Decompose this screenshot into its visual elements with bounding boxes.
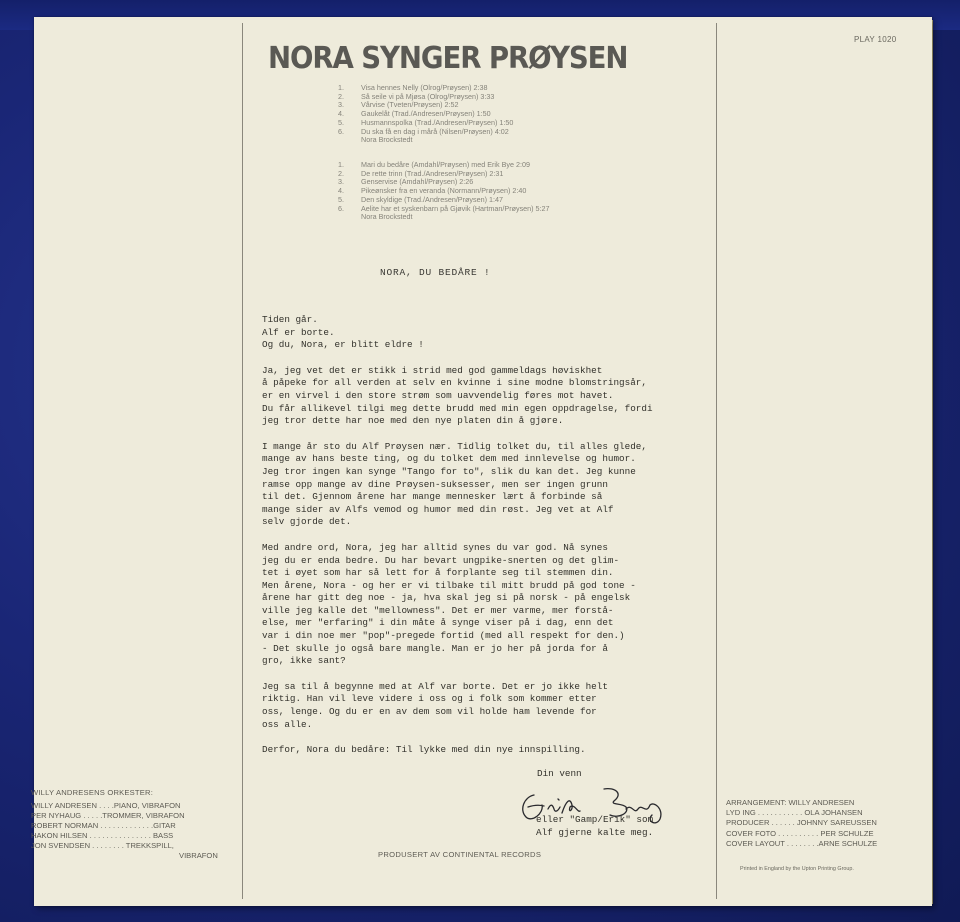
credit-row: PRODUCER . . . . . . JOHNNY SAREUSSEN [726, 818, 877, 828]
catalog-number: PLAY 1020 [854, 35, 897, 44]
orchestra-member: ROBERT NORMAN . . . . . . . . . . . . .GITAR [31, 821, 176, 830]
letter-body [262, 314, 718, 770]
track-title: Husmannspolka (Trad./Andresen/Prøysen) 1:50 [361, 117, 514, 127]
track-number: 1. [338, 160, 344, 169]
column-divider-left [242, 23, 243, 899]
letter-paragraph: Derfor, Nora du bedåre: Til lykke med din nye innspilling. [262, 744, 586, 756]
production-credits [726, 798, 926, 849]
track-number: 5. [338, 194, 344, 204]
track-title: Den skyldige (Trad./Andresen/Prøysen) 1:47 [361, 194, 503, 204]
orchestra-credits [31, 788, 221, 861]
track-title: Gaukelåt (Trad./Andresen/Prøysen) 1:50 [361, 109, 491, 119]
track-number: 6. [338, 126, 344, 136]
letter-signoff: Din venn [537, 768, 582, 779]
track-number: 3. [338, 100, 344, 110]
album-title: NORA SYNGER PRØYSEN [268, 41, 628, 76]
track-title: Vårvise (Tveten/Prøysen) 2:52 [361, 100, 459, 110]
credit-row: COVER LAYOUT . . . . . . . .ARNE SCHULZE [726, 838, 878, 848]
credit-row: LYD ING . . . . . . . . . . . OLA JOHANSEN [726, 808, 863, 818]
orchestra-member: WILLY ANDRESEN . . . .PIANO, VIBRAFON [31, 801, 181, 810]
track-number: 1. [338, 83, 344, 92]
track-title: Du ska få en dag i mårå (Nilsen/Prøysen) 4:02 [361, 126, 509, 136]
track-title: Mari du bedåre (Amdahl/Prøysen) med Erik Bye 2:09 [361, 160, 530, 169]
track-number: 2. [338, 91, 344, 101]
record-sleeve-back [31, 17, 932, 906]
track-title: Aelite har et syskenbarn på Gjøvik (Hartman/Prøysen) 5:27 [361, 203, 550, 213]
track-number: 4. [338, 109, 344, 119]
track-number: 4. [338, 186, 344, 196]
side2-tracklist [338, 161, 738, 222]
credit-row: COVER FOTO . . . . . . . . . . PER SCHULZE [726, 828, 874, 838]
track-title: Så seile vi på Mjøsa (Olrog/Prøysen) 3:33 [361, 91, 495, 101]
track-title: Visa hennes Nelly (Olrog/Prøysen) 2:38 [361, 83, 488, 92]
orchestra-member: PER NYHAUG . . . . .TROMMER, VIBRAFON [31, 811, 185, 820]
track-title: Genservise (Amdahl/Prøysen) 2:26 [361, 177, 474, 187]
credit-row: ARRANGEMENT: WILLY ANDRESEN [726, 798, 855, 807]
production-credit: PRODUSERT AV CONTINENTAL RECORDS [378, 850, 542, 859]
letter-paragraph: I mange år sto du Alf Prøysen nær. Tidlig tolket du, til alles glede, mange av hans beste ting, og du tolket dem med innlevelse og humor. Jeg tror ingen kan synge "Tango for to", slik du kan det. Jeg kunne ramse opp mange av dine Prøysen-suksesser, men ser ingen grunn til det. Gjennom årene har mange mennesker lært å forbinde så mange sider av Alfs vemod og humor med din røst. Jeg vet at Alf selv gjorde det. [262, 440, 647, 528]
track-number: 3. [338, 177, 344, 187]
side1-tracklist [338, 84, 738, 145]
track-title: De rette trinn (Trad./Andresen/Prøysen) 2:31 [361, 168, 504, 178]
letter-paragraph: Jeg sa til å begynne med at Alf var borte. Det er jo ikke helt riktig. Han vil leve videre i oss og i folk som kommer etter oss, lenge. Og du er en av dem som vil holde ham levende for oss alle. [262, 680, 608, 730]
letter-signoff-tail: eller "Gamp/Erik" som Alf gjerne kalte meg. [536, 814, 654, 838]
track-number: 2. [338, 168, 344, 178]
printer-credit: Printed in England by the Upton Printing Group. [740, 866, 854, 872]
tracklist-artist: Nora Brockstedt [361, 135, 413, 145]
track-number: 5. [338, 117, 344, 127]
orchestra-member: HAKON HILSEN . . . . . . . . . . . . . . . BASS [31, 831, 174, 840]
letter-paragraph: Ja, jeg vet det er stikk i strid med god gammeldags høviskhet å påpeke for all verden at selv en kvinne i sine modne blomstringsår, er en virvel i den store strøm som uavvendelig føres mot havet. Du får allikevel tilgi meg dette brudd med min egen oppdragelse, fordi jeg tror dette har noe med den nye platen din å gjøre. [262, 364, 653, 427]
orchestra-member: VIBRAFON [179, 851, 218, 860]
orchestra-member: JON SVENDSEN . . . . . . . . TREKKSPILL, [31, 841, 174, 850]
letter-paragraph: Tiden går. Alf er borte. Og du, Nora, er blitt eldre ! [262, 314, 424, 351]
letter-heading: NORA, DU BEDÅRE ! [380, 267, 491, 278]
track-number: 6. [338, 203, 344, 213]
orchestra-heading: WILLY ANDRESENS ORKESTER: [31, 788, 154, 797]
tracklist-artist: Nora Brockstedt [361, 212, 413, 222]
letter-paragraph: Med andre ord, Nora, jeg har alltid synes du var god. Nå synes jeg du er enda bedre. Du har bevart ungpike-snerten og det glim- tet i øyet som har så lett for å forplante seg til stemmen din. Men årene, Nora - og her er vi tilbake til mitt brudd på god tone - årene har gitt deg noe - ja, hva skal jeg si på norsk - på engelsk ville jeg kalle det "mellowness". Det er mer varme, mer forstå- else, mer "erfaring" i din måte å synge viser på i dag, enn det var i din noe mer "pop"-pregede fortid (med all respekt for den.) - Det skulle jo også bare mangle. Man er jo her på jorda for å gro, ikke sant? [262, 541, 636, 667]
track-title: Pikeønsker fra en veranda (Normann/Prøysen) 2:40 [361, 186, 527, 196]
